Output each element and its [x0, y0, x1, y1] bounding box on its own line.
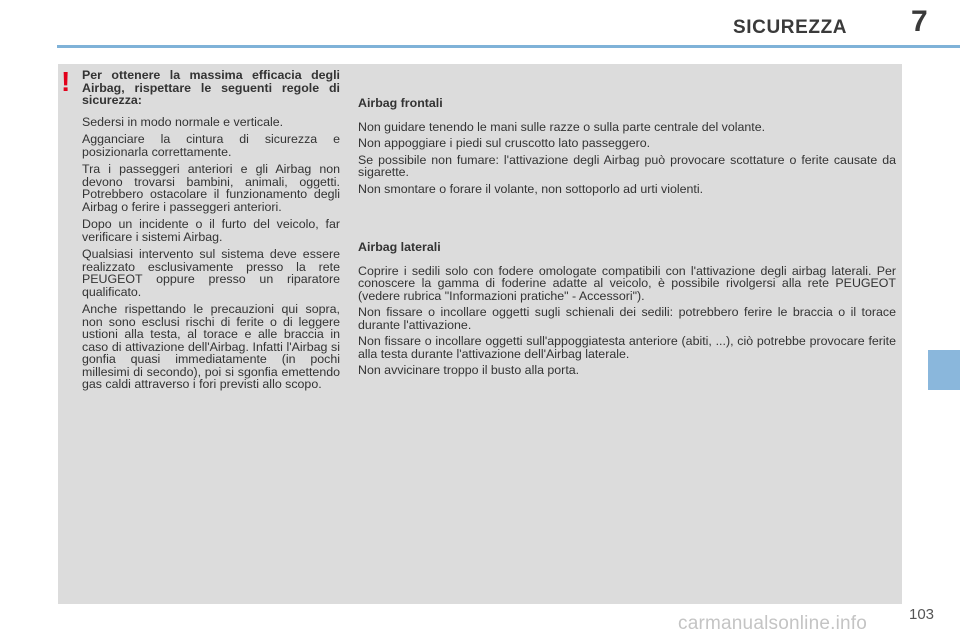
- airbag-frontali-paragraph: Non appoggiare i piedi sul cruscotto lato passeggero.: [358, 136, 651, 150]
- safety-rule-paragraph: Anche rispettando le precauzioni qui sopra, non sono esclusi rischi di ferite o di leggere ustioni alla testa, al torace e alle braccia in caso di attivazione dell'Airbag. Infatti l'Airbag si gonfia quasi immediatamente (in pochi millesimi di secondo), poi si sgonfia emettendo gas caldi attraverso i fori previsti allo scopo.: [82, 302, 340, 391]
- safety-rule-paragraph: Qualsiasi intervento sul sistema deve essere realizzato esclusivamente presso la rete PEUGEOT oppure presso un riparatore qualificato.: [82, 247, 340, 299]
- safety-rule-paragraph: Dopo un incidente o il furto del veicolo, far verificare i sistemi Airbag.: [82, 217, 340, 244]
- header-divider: [57, 45, 960, 48]
- airbag-laterali-heading: Airbag laterali: [358, 240, 441, 254]
- airbag-frontali-paragraph: Non guidare tenendo le mani sulle razze o sulla parte centrale del volante.: [358, 119, 766, 134]
- safety-rules-heading: Per ottenere la massima efficacia degli Airbag, rispettare le seguenti regole di sicurezza:: [82, 68, 340, 107]
- safety-rule-paragraph: Tra i passeggeri anteriori e gli Airbag non devono trovarsi bambini, animali, oggetti. Potrebbero ostacolare il funzionamento degli Airbag o ferire i passeggeri anteriori.: [82, 162, 340, 214]
- page-number: 103: [909, 606, 935, 623]
- chapter-title: SICUREZZA: [733, 17, 848, 38]
- airbag-laterali-paragraph: Non fissare o incollare oggetti sugli schienali dei sedili: potrebbero ferire le braccia o il torace durante l'attivazione.: [358, 305, 896, 332]
- airbag-laterali-section: [358, 241, 896, 381]
- airbag-frontali-heading: Airbag frontali: [358, 96, 443, 110]
- airbag-frontali-paragraph: Non smontare o forare il volante, non sottoporlo ad urti violenti.: [358, 181, 704, 196]
- safety-rule-paragraph: Sedersi in modo normale e verticale.: [82, 114, 284, 129]
- safety-rules-column: [82, 69, 340, 396]
- safety-rule-paragraph: Agganciare la cintura di sicurezza e posizionarla correttamente.: [82, 132, 340, 159]
- chapter-number: 7: [911, 5, 928, 38]
- airbag-laterali-paragraph: Coprire i sedili solo con fodere omologate compatibili con l'attivazione degli airbag laterali. Per conoscere la gamma di foderine adatte al veicolo, è possibile rivolgersi alla rete PEUGEOT (vedere rubrica "Informazioni pratiche" - Accessori").: [358, 263, 896, 303]
- airbag-frontali-paragraph: Se possibile non fumare: l'attivazione degli Airbag può provocare scottature o ferite causate da sigarette.: [358, 152, 896, 179]
- chapter-side-tab: [928, 350, 960, 390]
- watermark: carmanualsonline.info: [678, 613, 868, 634]
- warning-exclamation-icon: !: [61, 66, 71, 97]
- airbag-laterali-paragraph: Non fissare o incollare oggetti sull'appoggiatesta anteriore (abiti, ...), ciò potrebbe provocare ferite alla testa durante l'attivazione dell'Airbag laterale.: [358, 334, 896, 361]
- airbag-laterali-paragraph: Non avvicinare troppo il busto alla porta.: [358, 363, 580, 377]
- airbag-frontali-section: [358, 97, 896, 199]
